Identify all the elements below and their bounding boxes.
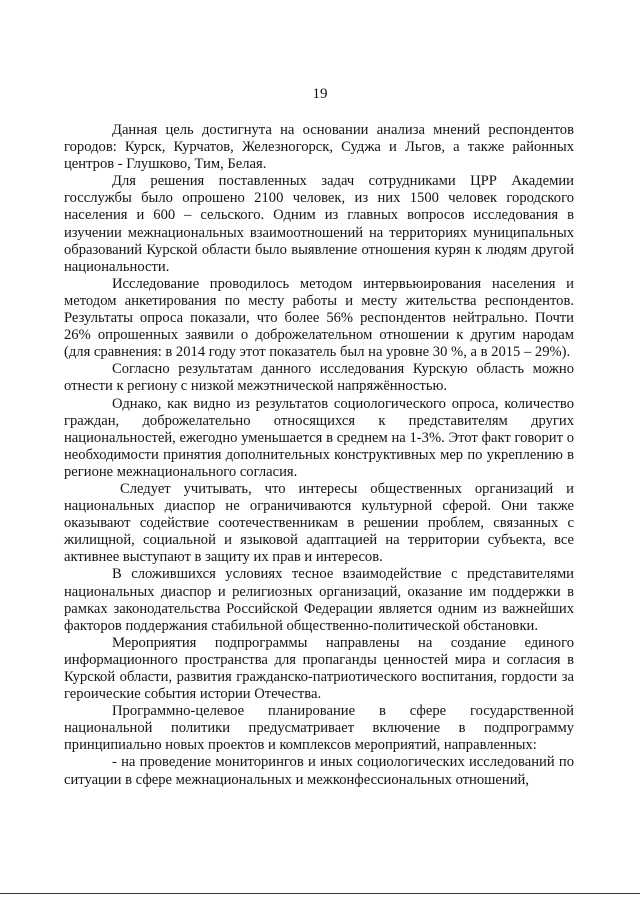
bottom-divider: [0, 893, 640, 894]
paragraph-program-planning: Программно-целевое планирование в сфере государственной национальной политики предусматривает включение в подпрограмму принципиально новых проектов и комплексов мероприятий, направленных:: [64, 703, 574, 754]
document-body: [64, 122, 574, 789]
paragraph-decline: Однако, как видно из результатов социологического опроса, количество граждан, доброжелательно относящихся к представителям других национальностей, ежегодно уменьшается в среднем на 1-3%. Этот факт говорит о необходимости принятия дополнительных конструктивных мер по укреплению в регионе межнационального согласия.: [64, 395, 574, 480]
list-item-monitoring: - на проведение мониторингов и иных социологических исследований по ситуации в сфере межнациональных и межконфессиональных отношений,: [64, 754, 574, 788]
paragraph-cooperation: В сложившихся условиях тесное взаимодействие с представителями национальных диаспор и религиозных организаций, оказание им поддержки в рамках законодательства Российской Федерации является одним из важнейших факторов поддержания стабильной общественно-политической обстановки.: [64, 566, 574, 634]
paragraph-survey-method: Исследование проводилось методом интервьюирования населения и методом анкетирования по месту работы и месту жительства респондентов. Результаты опроса показали, что более 56% респондентов нейтрально. Почти 26% опрошенных заявили о доброжелательном отношении к другим народам (для сравнения: в 2014 году этот показатель был на уровне 30 %, а в 2015 – 29%).: [64, 275, 574, 361]
paragraph-respondents-cities: Данная цель достигнута на основании анализа мнений респондентов городов: Курск, Курчатов, Железногорск, Суджа и Льгов, а также районных центров - Глушково, Тим, Белая.: [64, 122, 574, 173]
paragraph-low-tension: Согласно результатам данного исследования Курскую область можно отнести к региону с низкой межэтнической напряжённостью.: [64, 361, 574, 395]
page-number: 19: [312, 86, 328, 102]
paragraph-subprogram-events: Мероприятия подпрограммы направлены на создание единого информационного пространства для пропаганды ценностей мира и согласия в Курской области, развития гражданско-патриотического воспитания, гордости за героические события истории Отечества.: [64, 634, 574, 703]
paragraph-organizations: Следует учитывать, что интересы общественных организаций и национальных диаспор не ограничиваются культурной сферой. Они также оказывают содействие соотечественникам в решении проблем, связанных с жилищной, социальной и языковой адаптацией на территории субъекта, все активнее выступают в защиту их прав и интересов.: [64, 480, 574, 566]
paragraph-survey-scope: Для решения поставленных задач сотрудниками ЦРР Академии госслужбы было опрошено 2100 человек, из них 1500 человек городского населения и 600 – сельского. Одним из главных вопросов исследования в изучении межнациональных взаимоотношений на территориях муниципальных образований Курской области было выявление отношения курян к людям другой национальности.: [64, 173, 574, 275]
